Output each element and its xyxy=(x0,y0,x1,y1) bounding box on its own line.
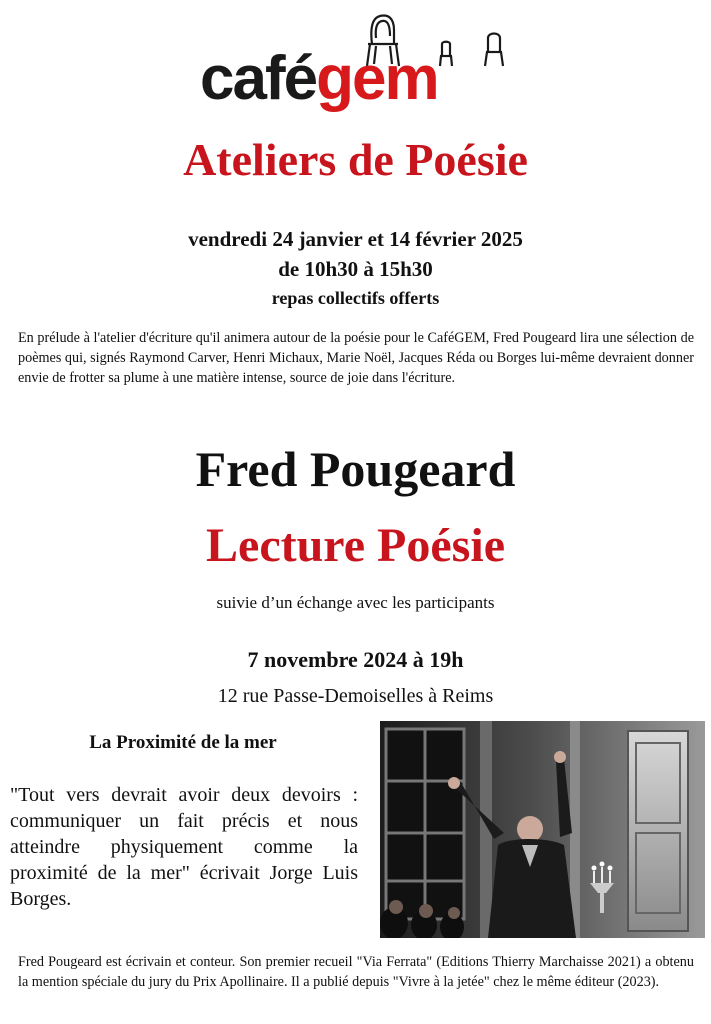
event-subtitle: suivie d’un échange avec les participants xyxy=(216,593,495,612)
cafegem-logo xyxy=(200,8,520,116)
page-title: Ateliers de Poésie xyxy=(183,134,528,185)
quote-text: "Tout vers devrait avoir deux devoirs : communiquer un fait précis et nous atteindre physiquement comme la proximité de la mer" écrivait Jorge Luis Borges. xyxy=(10,784,358,910)
dates-line: vendredi 24 janvier et 14 février 2025 xyxy=(188,227,523,251)
logo-wordmark xyxy=(200,44,438,113)
logo-cafe-text: café xyxy=(200,44,317,113)
meals-line: repas collectifs offerts xyxy=(271,288,440,308)
event-date: 7 novembre 2024 à 19h xyxy=(247,647,464,672)
intro-paragraph: En prélude à l'atelier d'écriture qu'il animera autour de la poésie pour le CaféGEM, Fred Pougeard lira une sélection de poèmes qui, signés Raymond Carver, Henri Michaux, Marie Noël, Jacques Réda ou Borges lui-même devraient donner envie de frotter sa plume à une matière intense, source de joie dans l'écriture. xyxy=(18,330,694,386)
quote-title: La Proximité de la mer xyxy=(89,732,277,753)
event-title: Lecture Poésie xyxy=(206,519,505,572)
speaker-name: Fred Pougeard xyxy=(195,441,516,497)
logo-gem-text: gem xyxy=(316,44,438,113)
performer-photo xyxy=(380,721,705,938)
bio-paragraph: Fred Pougeard est écrivain et conteur. Son premier recueil "Via Ferrata" (Editions Thierry Marchaisse 2021) a obtenu la mention spéciale du jury du Prix Apollinaire. Il a publié depuis "Vivre à la jetée" chez le même éditeur (2023). xyxy=(18,954,694,990)
hours-line: de 10h30 à 15h30 xyxy=(278,257,433,281)
event-address: 12 rue Passe-Demoiselles à Reims xyxy=(217,685,494,707)
